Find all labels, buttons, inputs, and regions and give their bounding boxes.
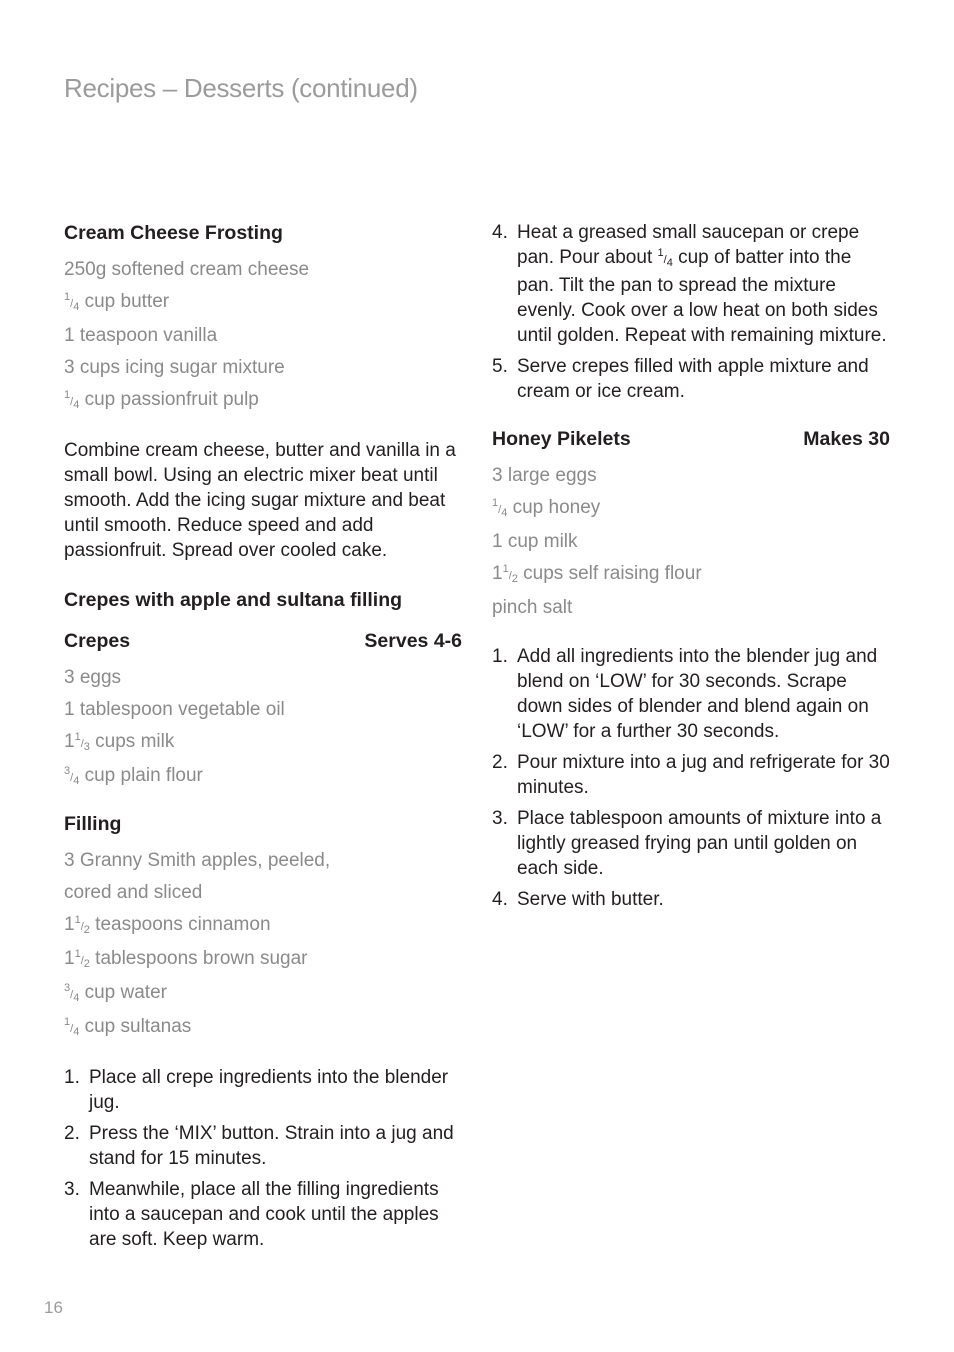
ingredient-text: 1 tablespoon vegetable oil — [64, 699, 285, 720]
step-number: 2. — [492, 752, 508, 773]
ingredient-item — [64, 352, 462, 384]
fraction-denominator: 4 — [73, 301, 80, 313]
ingredient-text: cup passionfruit pulp — [84, 389, 259, 410]
pikelets-ingredients — [492, 460, 890, 624]
fraction-slash: / — [70, 396, 74, 408]
method-step — [64, 1121, 462, 1171]
fraction-denominator: 2 — [83, 924, 90, 936]
ingredient-text: 3 large eggs — [492, 465, 597, 486]
crepes-ingredients — [64, 662, 462, 794]
fraction-numerator: 1 — [64, 291, 71, 303]
ingredient-whole-number: 1 — [492, 563, 503, 584]
fraction — [502, 563, 518, 585]
ingredient-item — [492, 526, 890, 558]
ingredient-item — [64, 286, 462, 320]
method-step — [64, 1065, 462, 1115]
fraction-numerator: 1 — [657, 247, 664, 259]
fraction-denominator: 2 — [511, 573, 518, 585]
ingredient-whole-number: 1 — [64, 731, 75, 752]
fraction-slash: / — [508, 570, 512, 582]
ingredient-item — [64, 877, 462, 909]
step-text: Serve with butter. — [517, 889, 664, 910]
ingredient-item — [64, 760, 462, 794]
fraction — [64, 389, 80, 411]
right-column — [492, 220, 890, 918]
ingredient-item — [64, 726, 462, 760]
ingredient-text: 1 cup milk — [492, 531, 578, 552]
ingredient-item — [492, 592, 890, 624]
frosting-title: Cream Cheese Frosting — [64, 222, 283, 244]
ingredient-text: cups self raising flour — [523, 563, 702, 584]
fraction — [492, 497, 508, 519]
step-text: Add all ingredients into the blender jug and blend on ‘LOW’ for 30 seconds. Scrape down sides of blender and blend again on ‘LOW’ for a further 30 seconds. — [517, 646, 878, 742]
fraction-denominator: 4 — [73, 1026, 80, 1038]
step-text-continued: cup of batter into the pan. Tilt the pan to spread the mixture evenly. Cook over a low heat on both sides until golden. Repeat with remaining mixture. — [517, 247, 887, 346]
crepes-serves: Serves 4-6 — [364, 630, 462, 652]
page-number: 16 — [44, 1298, 63, 1317]
ingredient-item — [64, 320, 462, 352]
fraction-numerator: 3 — [64, 765, 71, 777]
pikelets-steps — [492, 644, 890, 912]
ingredient-text: 250g softened cream cheese — [64, 259, 310, 280]
ingredient-text: tablespoons brown sugar — [95, 948, 308, 969]
ingredient-item — [64, 845, 462, 877]
method-step — [492, 887, 890, 912]
ingredient-text: cup plain flour — [84, 765, 203, 786]
fraction-slash: / — [663, 254, 667, 266]
left-column — [64, 220, 462, 1258]
fraction — [657, 247, 673, 269]
step-number: 3. — [64, 1179, 80, 1200]
step-number: 5. — [492, 356, 508, 377]
step-text: Heat a greased small saucepan or crepe pan. Pour about — [517, 222, 860, 268]
step-number: 4. — [492, 222, 508, 243]
ingredient-item — [64, 977, 462, 1011]
ingredient-text: cup butter — [84, 291, 170, 312]
fraction — [64, 291, 80, 313]
ingredient-item — [64, 694, 462, 726]
fraction-slash: / — [80, 738, 84, 750]
pikelets-makes: Makes 30 — [803, 428, 890, 450]
step-number: 2. — [64, 1123, 80, 1144]
fraction-denominator: 4 — [73, 775, 80, 787]
fraction — [74, 948, 90, 970]
step-text: Place tablespoon amounts of mixture into a lightly greased frying pan until golden on each side. — [517, 808, 882, 879]
fraction-numerator: 3 — [64, 982, 71, 994]
filling-heading: Filling — [64, 813, 122, 835]
filling-ingredients — [64, 845, 462, 1045]
frosting-method: Combine cream cheese, butter and vanilla in a small bowl. Using an electric mixer beat until smooth. Add the icing sugar mixture and beat until smooth. Reduce speed and add passionfruit. Spread over cooled cake. — [64, 440, 456, 561]
ingredient-item — [64, 384, 462, 418]
fraction-slash: / — [80, 955, 84, 967]
crepes-subheading: Crepes Serves 4-6 — [64, 630, 462, 652]
ingredient-item — [492, 558, 890, 592]
ingredient-item — [64, 909, 462, 943]
ingredient-text: 3 eggs — [64, 667, 122, 688]
fraction — [64, 765, 80, 787]
crepes-recipe-title: Crepes with apple and sultana filling — [64, 589, 403, 611]
fraction-numerator: 1 — [64, 1016, 71, 1028]
fraction-slash: / — [80, 921, 84, 933]
fraction-denominator: 4 — [73, 399, 80, 411]
fraction-numerator: 1 — [492, 497, 499, 509]
step-text: Press the ‘MIX’ button. Strain into a jug and stand for 15 minutes. — [89, 1123, 454, 1169]
step-number: 3. — [492, 808, 508, 829]
pikelets-heading: Honey Pikelets Makes 30 — [492, 428, 890, 450]
fraction-denominator: 4 — [501, 507, 508, 519]
ingredient-text: 3 cups icing sugar mixture — [64, 357, 285, 378]
ingredient-whole-number: 1 — [64, 914, 75, 935]
fraction-slash: / — [70, 772, 74, 784]
fraction-numerator: 1 — [74, 914, 81, 926]
method-step — [492, 644, 890, 744]
fraction-slash: / — [70, 298, 74, 310]
ingredient-text: cored and sliced — [64, 882, 203, 903]
ingredient-text: cups milk — [95, 731, 175, 752]
fraction-denominator: 3 — [83, 741, 90, 753]
fraction-denominator: 4 — [73, 992, 80, 1004]
fraction — [64, 1016, 80, 1038]
fraction-denominator: 2 — [83, 958, 90, 970]
fraction-slash: / — [498, 504, 502, 516]
method-step — [492, 354, 890, 404]
fraction-slash: / — [70, 989, 74, 1001]
fraction-denominator: 4 — [666, 257, 673, 269]
step-text: Meanwhile, place all the filling ingredients into a saucepan and cook until the apples are soft. Keep warm. — [89, 1179, 439, 1250]
step-text: Place all crepe ingredients into the blender jug. — [89, 1067, 449, 1113]
method-step — [492, 220, 890, 348]
ingredient-item — [64, 254, 462, 286]
ingredient-text: cup honey — [512, 497, 601, 518]
ingredient-whole-number: 1 — [64, 948, 75, 969]
step-number: 4. — [492, 889, 508, 910]
ingredient-text: teaspoons cinnamon — [95, 914, 271, 935]
ingredient-item — [64, 1011, 462, 1045]
ingredient-text: cup water — [84, 982, 167, 1003]
ingredient-item — [492, 492, 890, 526]
page-title: Recipes – Desserts (continued) — [64, 73, 418, 104]
method-step — [492, 806, 890, 881]
fraction-slash: / — [70, 1023, 74, 1035]
ingredient-text: pinch salt — [492, 597, 573, 618]
ingredient-text: 3 Granny Smith apples, peeled, — [64, 850, 331, 871]
ingredient-text: 1 teaspoon vanilla — [64, 325, 218, 346]
fraction — [74, 731, 90, 753]
crepes-steps-part2 — [492, 220, 890, 404]
step-text: Serve crepes filled with apple mixture and cream or ice cream. — [517, 356, 869, 402]
ingredient-item — [64, 662, 462, 694]
method-step — [64, 1177, 462, 1252]
fraction-numerator: 1 — [502, 563, 509, 575]
step-number: 1. — [492, 646, 508, 667]
fraction-numerator: 1 — [74, 731, 81, 743]
step-text: Pour mixture into a jug and refrigerate for 30 minutes. — [517, 752, 890, 798]
crepes-steps-part1 — [64, 1065, 462, 1252]
method-step — [492, 750, 890, 800]
ingredient-item — [64, 943, 462, 977]
step-number: 1. — [64, 1067, 80, 1088]
fraction-numerator: 1 — [74, 948, 81, 960]
ingredient-text: cup sultanas — [84, 1016, 192, 1037]
fraction — [64, 982, 80, 1004]
ingredient-item — [492, 460, 890, 492]
frosting-ingredients — [64, 254, 462, 418]
fraction — [74, 914, 90, 936]
fraction-numerator: 1 — [64, 389, 71, 401]
